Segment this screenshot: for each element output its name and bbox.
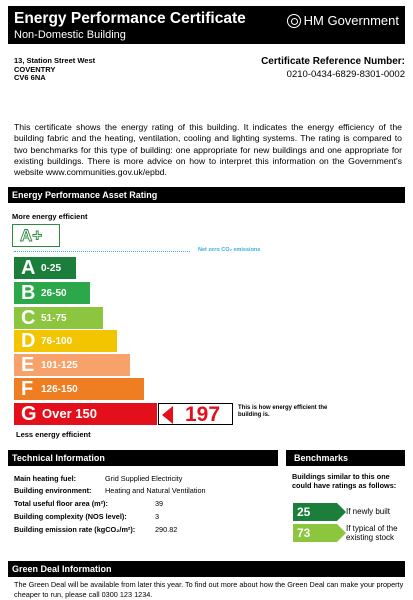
band-range: 0-25	[41, 263, 62, 274]
asset-rating-heading: Energy Performance Asset Rating	[8, 187, 405, 203]
rating-note: This is how energy efficient the building is.	[238, 405, 328, 418]
tech-value: Grid Supplied Electricity	[105, 474, 183, 483]
band-range: 101-125	[41, 360, 78, 371]
less-efficient-label: Less energy efficient	[16, 430, 91, 439]
band-letter: G	[21, 403, 37, 425]
benchmark-new-label	[346, 507, 390, 516]
tech-value: 3	[155, 512, 160, 521]
band-letter: F	[21, 378, 34, 400]
current-rating-value: 197	[185, 403, 221, 426]
crest-icon	[287, 14, 301, 28]
green-deal-heading: Green Deal Information	[8, 561, 405, 577]
benchmark-new-value: 25	[297, 505, 311, 519]
benchmark-typical-label-line2: existing stock	[346, 533, 395, 542]
band-letter: A	[21, 257, 36, 279]
tech-label: Total useful floor area (m²):	[14, 499, 108, 508]
tech-label: Main heating fuel:	[14, 474, 77, 483]
net-zero-line	[14, 251, 190, 252]
benchmark-new-label-line1: If newly built	[346, 507, 391, 516]
reference-label: Certificate Reference Number:	[261, 56, 405, 67]
tech-value: 290.82	[155, 525, 178, 534]
government-label: HM Government	[303, 13, 399, 28]
tech-value: 39	[155, 499, 164, 508]
reference-number: 0210-0434-6829-8301-0002	[286, 69, 405, 80]
benchmark-typical-label-line1: If typical of the	[346, 524, 398, 533]
benchmark-new-arrow	[293, 503, 337, 521]
technical-heading: Technical Information	[8, 450, 278, 466]
benchmarks-heading: Benchmarks	[286, 450, 405, 466]
net-zero-label: Net zero CO₂ emissions	[198, 247, 261, 253]
benchmark-typical-value: 73	[297, 526, 311, 540]
band-a	[14, 257, 76, 279]
band-range: Over 150	[42, 406, 97, 421]
tech-label: Building environment:	[14, 486, 92, 495]
tech-label: Building complexity (NOS level):	[14, 512, 127, 521]
certificate-title: Energy Performance Certificate	[14, 10, 246, 27]
band-a-plus-label: A+	[20, 226, 43, 245]
band-letter: B	[21, 282, 36, 304]
green-deal-text: The Green Deal will be available from later this year. To find out more about how the Green Deal can make your property cheaper to run, please call 0300 123 1234.	[14, 580, 404, 599]
address-line-3: CV6 6NA	[14, 73, 46, 82]
band-range: 126-150	[41, 384, 78, 395]
tech-value: Heating and Natural Ventilation	[105, 486, 206, 495]
band-b	[14, 282, 90, 304]
intro-paragraph: This certificate shows the energy rating of this building. It indicates the energy efficiency of the building fabric and the heating, ventilation, cooling and lighting systems. The rating is compared to two benchmarks for this type of building: one appropriate for new buildings and one appropriate for existing buildings. There is more advice on how to interpret this information on the Government's website www.communities.gov.uk/epbd.	[14, 122, 402, 178]
band-g	[14, 403, 157, 425]
band-d	[14, 330, 117, 352]
address-line-2: COVENTRY	[14, 64, 56, 74]
band-letter: C	[21, 307, 36, 329]
benchmark-typical-arrow	[293, 524, 337, 542]
band-e	[14, 354, 130, 376]
tech-label: Building emission rate (kgCO₂/m²):	[14, 525, 136, 534]
more-efficient-label: More energy efficient	[12, 212, 88, 221]
building-address	[14, 57, 95, 83]
benchmark-typical-label	[346, 524, 398, 542]
current-rating-indicator	[158, 403, 233, 425]
benchmarks-intro: Buildings similar to this one could have ratings as follows:	[292, 472, 397, 490]
band-letter: E	[21, 354, 35, 376]
band-range: 51-75	[41, 313, 67, 324]
address-line-1: 13, Station Street West	[14, 56, 96, 65]
rating-arrow-icon	[162, 406, 173, 424]
band-f	[14, 378, 144, 400]
band-letter: D	[21, 330, 36, 352]
band-a-plus	[12, 224, 60, 247]
band-range: 76-100	[41, 336, 73, 347]
certificate-header	[8, 6, 405, 44]
certificate-subtitle: Non-Domestic Building	[14, 29, 126, 41]
band-c	[14, 307, 103, 329]
band-range: 26-50	[41, 288, 67, 299]
hm-government-logo	[287, 13, 399, 28]
